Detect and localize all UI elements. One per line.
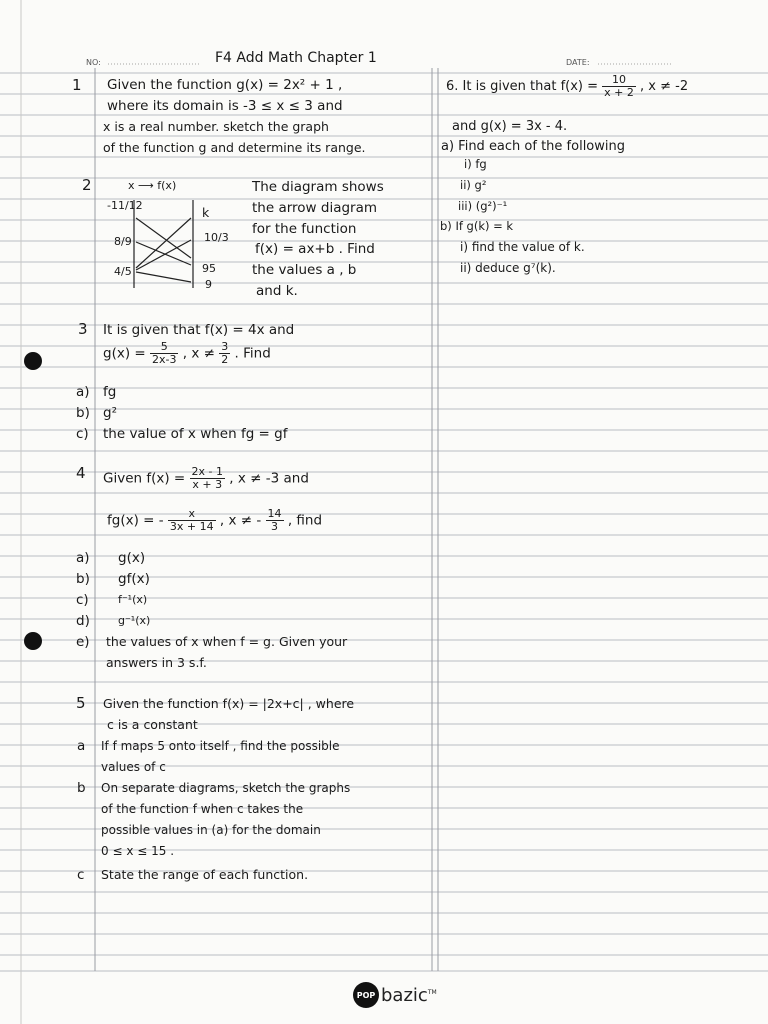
q6-b-i: i) find the value of k. xyxy=(460,240,585,254)
q3-line1: It is given that f(x) = 4x and xyxy=(103,322,295,338)
brand-name xyxy=(381,985,437,1006)
punch-hole-2 xyxy=(24,632,42,650)
q5-c-label: c xyxy=(77,867,85,883)
page-title: F4 Add Math Chapter 1 xyxy=(215,50,377,66)
q5-number: 5 xyxy=(76,694,86,712)
q4-fg-condition-numerator: 14 xyxy=(267,507,282,520)
q4-b-label: b) xyxy=(76,571,90,587)
q5-b-line3: possible values in (a) for the domain xyxy=(101,823,321,837)
q2-right-value-2: 10/3 xyxy=(204,231,229,244)
q2-left-value-3: 4/5 xyxy=(114,265,132,278)
q4-f-numerator: 2x - 1 xyxy=(191,465,224,478)
q1-line3: x is a real number. sketch the graph xyxy=(103,119,329,134)
q3-condition-fraction xyxy=(219,341,230,366)
q6-f-condition: , x ≠ -2 xyxy=(635,79,689,94)
q5-a-line1: If f maps 5 onto itself , find the possible xyxy=(101,739,340,753)
q2-left-value-1: -11/12 xyxy=(107,199,143,212)
q5-b-line1: On separate diagrams, sketch the graphs xyxy=(101,781,351,795)
q5-line1: Given the function f(x) = |2x+c| , where xyxy=(103,696,355,711)
q6-f-fraction xyxy=(602,74,636,99)
q4-c-label: c) xyxy=(76,592,89,608)
q3-find: . Find xyxy=(230,345,271,362)
q2-line2: the arrow diagram xyxy=(252,200,378,216)
no-label: NO: xyxy=(86,58,101,67)
q4-b-text: gf(x) xyxy=(118,571,150,587)
q6-f-denominator: x + 2 xyxy=(604,86,634,99)
q2-right-value-4: 9 xyxy=(205,278,212,291)
q3-condition: , x ≠ xyxy=(178,345,220,362)
q3-b-label: b) xyxy=(76,405,90,421)
trademark: TM xyxy=(427,988,437,996)
q6-i: i) fg xyxy=(464,157,487,171)
q6-iii: iii) (g²)⁻¹ xyxy=(458,199,508,213)
q4-e-text2: answers in 3 s.f. xyxy=(106,655,207,670)
q4-line2 xyxy=(107,508,322,533)
q1-number: 1 xyxy=(72,76,82,94)
q3-c-label: c) xyxy=(76,426,89,442)
q1-line2: where its domain is -3 ≤ x ≤ 3 and xyxy=(107,98,343,114)
q4-fg-condition-fraction xyxy=(266,508,284,533)
q4-a-text: g(x) xyxy=(118,550,146,566)
q4-find: , find xyxy=(283,512,323,529)
q3-b-text: g² xyxy=(103,405,117,421)
brand-text: bazic xyxy=(381,984,428,1006)
q3-g-fraction xyxy=(150,341,178,366)
brand-mark: POP xyxy=(353,982,379,1008)
q5-b-line4: 0 ≤ x ≤ 15 . xyxy=(101,844,175,858)
q6-f-numerator: 10 xyxy=(602,74,636,87)
q2-right-value-1: k xyxy=(202,205,210,220)
q3-g-def: g(x) = xyxy=(103,345,150,362)
q2-diagram-top: x ⟶ f(x) xyxy=(128,179,177,192)
arrow-diagram-q2 xyxy=(134,200,193,288)
q4-fg-numerator: x xyxy=(168,508,216,521)
q4-fg-denominator: 3x + 14 xyxy=(169,520,214,533)
q2-line4: f(x) = ax+b . Find xyxy=(255,241,375,257)
q4-f-def: Given f(x) = xyxy=(103,470,190,487)
q2-line5: the values a , b xyxy=(252,262,357,278)
q5-b-line2: of the function f when c takes the xyxy=(101,802,304,816)
q5-a-label: a xyxy=(77,738,86,754)
q3-c-text: the value of x when fg = gf xyxy=(103,426,288,442)
q4-f-fraction xyxy=(190,466,225,491)
q5-b-label: b xyxy=(77,780,86,796)
q2-number: 2 xyxy=(82,176,92,194)
q4-a-label: a) xyxy=(76,550,90,566)
q3-a-text: fg xyxy=(103,384,117,400)
q4-d-text: g⁻¹(x) xyxy=(118,614,151,627)
q6-ii: ii) g² xyxy=(460,178,487,192)
q3-condition-numerator: 3 xyxy=(221,340,229,353)
q3-g-numerator: 5 xyxy=(150,341,178,354)
q4-number: 4 xyxy=(76,464,86,482)
brand-logo xyxy=(353,982,437,1008)
q2-line1: The diagram shows xyxy=(252,179,384,195)
q5-a-line2: values of c xyxy=(101,760,166,774)
q4-e-label: e) xyxy=(76,634,90,650)
q6-b-ii: ii) deduce g⁷(k). xyxy=(460,261,556,275)
q3-line2 xyxy=(103,341,271,366)
q6-line3: a) Find each of the following xyxy=(441,139,625,154)
q3-g-denominator: 2x-3 xyxy=(152,353,177,366)
q3-number: 3 xyxy=(78,320,88,338)
q1-line1: Given the function g(x) = 2x² + 1 , xyxy=(107,77,343,93)
q1-line4: of the function g and determine its range. xyxy=(103,140,366,155)
q2-left-value-2: 8/9 xyxy=(114,235,132,248)
date-label: DATE: xyxy=(566,58,590,67)
q2-right-value-3: 95 xyxy=(202,262,216,275)
q3-condition-denominator: 2 xyxy=(221,353,229,366)
q4-fg-def: fg(x) = - xyxy=(107,512,168,529)
q6-f-def: 6. It is given that f(x) = xyxy=(446,79,603,94)
q4-f-condition: , x ≠ -3 and xyxy=(225,470,309,487)
q4-f-denominator: x + 3 xyxy=(192,478,223,491)
q4-fg-condition: , x ≠ - xyxy=(215,512,266,529)
q6-line1 xyxy=(446,74,688,99)
q5-c-line1: State the range of each function. xyxy=(101,867,309,882)
q4-line1 xyxy=(103,466,309,491)
punch-hole-1 xyxy=(24,352,42,370)
q6-line2: and g(x) = 3x - 4. xyxy=(452,119,568,134)
q4-d-label: d) xyxy=(76,613,90,629)
q4-c-text: f⁻¹(x) xyxy=(118,593,148,606)
q4-fg-condition-denominator: 3 xyxy=(271,520,279,533)
q2-line6: and k. xyxy=(256,283,298,299)
q5-line2: c is a constant xyxy=(107,717,198,732)
q6-b: b) If g(k) = k xyxy=(440,219,514,233)
q2-line3: for the function xyxy=(252,221,357,237)
q4-fg-fraction xyxy=(168,508,216,533)
q3-a-label: a) xyxy=(76,384,90,400)
q4-e-text: the values of x when f = g. Given your xyxy=(106,634,348,649)
